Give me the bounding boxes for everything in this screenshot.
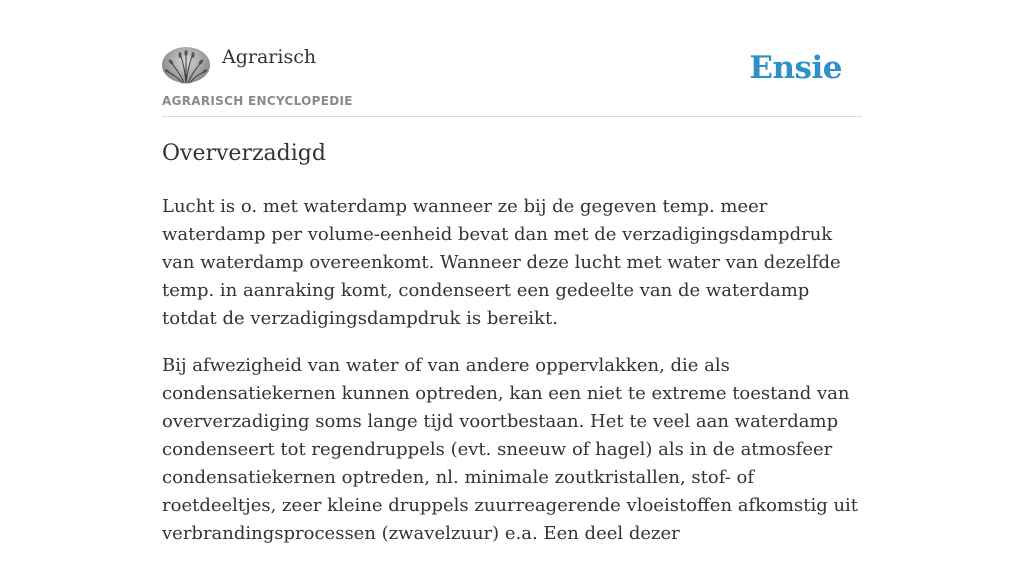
article-title: Oververzadigd	[162, 141, 326, 166]
article	[162, 138, 867, 567]
site-header	[162, 44, 862, 117]
site-subtitle: AGRARISCH ENCYCLOPEDIE	[162, 94, 353, 108]
article-paragraph: Bij afwezigheid van water of van andere oppervlakken, die als condensatiekernen kunnen optreden, kan een niet te extreme toestand van oververzadiging soms lange tijd voortbestaan. Het te veel aan waterdamp condenseert tot regendruppels (evt. sneeuw of hagel) als in de atmosfeer condensatiekernen optreden, nl. minimale zoutkristallen, stof- of roetdeeltjes, zeer kleine druppels zuurreagerende vloeistoffen afkomstig uit verbrandingsprocessen (zwavelzuur) e.a. Een deel dezer	[162, 355, 859, 544]
article-paragraph: Lucht is o. met waterdamp wanneer ze bij de gegeven temp. meer waterdamp per volume-eenheid bevat dan met de verzadigingsdampdruk van waterdamp overeenkomt. Wanneer deze lucht met water van dezelfde temp. in aanraking komt, condenseert een gedeelte van de waterdamp totdat de verzadigingsdampdruk is bereikt.	[162, 196, 841, 329]
site-name[interactable]: Agrarisch	[222, 46, 317, 68]
wheat-logo-icon[interactable]	[162, 47, 210, 83]
brand-logo-link[interactable]: Ensie	[749, 50, 842, 86]
